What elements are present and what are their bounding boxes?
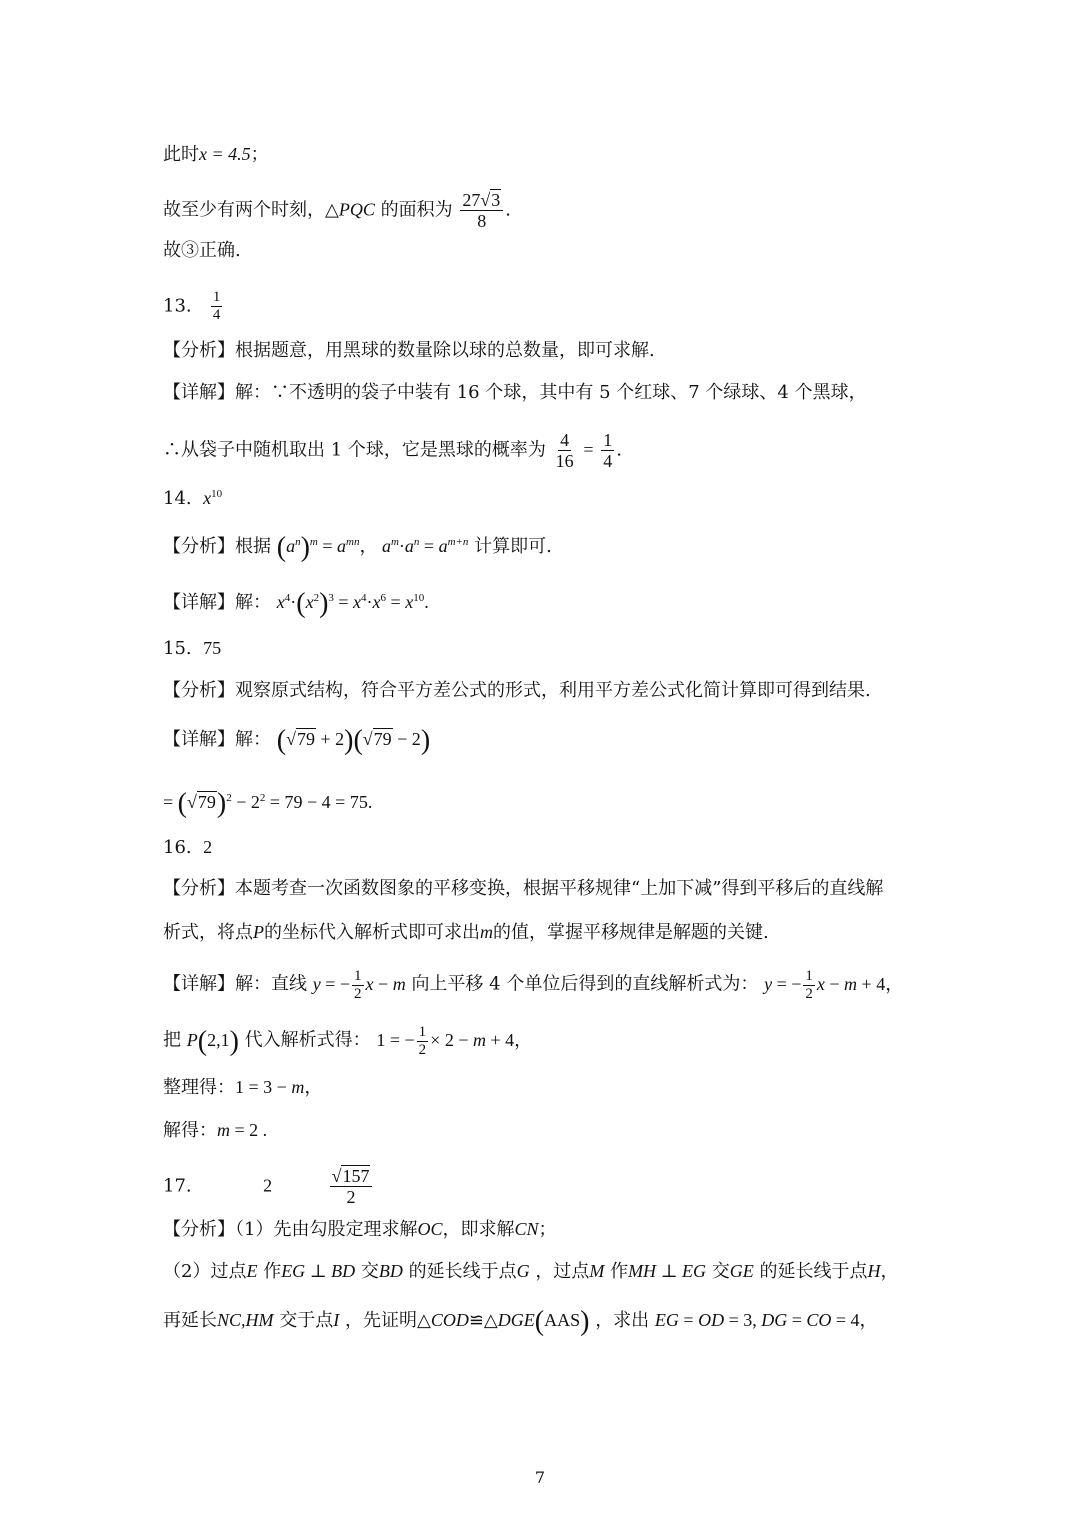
q15-analysis: 【分析】观察原式结构，符合平方差公式的形式，利用平方差公式化简计算即可得到结果.	[163, 680, 871, 701]
line-correct: 故③正确.	[163, 240, 241, 261]
q13-analysis: 【分析】根据题意，用黑球的数量除以球的总数量，即可求解.	[163, 340, 655, 361]
q16-solution-1: 【详解】解：直线 y = − $\frac{1}{2}$ x − m 向上平移 4 个单位后得到的直线解析式为： y = − $\frac{1}{2}$ x − m + 4，	[163, 968, 904, 1002]
q14-solution: 【详解】解： $x^4\cdot(x^2)^3 = x^4\cdot x^6 = x^{10}$.	[163, 587, 429, 619]
line-x-value: 此时x = 4.5；	[163, 144, 269, 165]
q13-solution: 【详解】解：∵不透明的袋子中装有 16 个球，其中有 5 个红球、7 个绿球、4 个黑球，	[163, 382, 867, 403]
q15-answer: 15. 75	[163, 638, 222, 659]
area-fraction: $\frac{27√3}{8}$	[460, 190, 503, 231]
q17-analysis-2: （2）过点E 作EG ⊥ BD 交BD 的延长线于点G ，过点M 作MH ⊥ EG 交GE 的延长线于点H，	[163, 1261, 899, 1282]
q16-solution-3: 整理得：1 = 3 − m，	[163, 1077, 323, 1098]
q16-analysis-2: 析式，将点P的坐标代入解析式即可求出m的值，掌握平移规律是解题的关键.	[163, 922, 769, 943]
q17-answer: 17. 2 $\frac{√157}{2}$	[163, 1166, 374, 1207]
line-area-conclusion: 故至少有两个时刻，△PQC 的面积为 $\frac{27√3}{8}$ .	[163, 190, 511, 231]
q14-analysis: 【分析】根据 $(a^n)^m = a^{mn}$， $a^m\cdot a^n = a^{m+n}$ 计算即可.	[163, 531, 552, 563]
q17-analysis: 【分析】（1）先由勾股定理求解OC，即求解CN；	[163, 1219, 557, 1240]
q14-answer: 14. $x^{10}$	[163, 488, 223, 509]
q13-solution-2: ∴从袋子中随机取出 1 个球，它是黑球的概率为 $\frac{4}{16}$ = $\frac{1}{4}$ .	[163, 430, 622, 471]
q16-solution-4: 解得：m = 2 .	[163, 1120, 268, 1141]
q17-analysis-3: 再延长NC,HM 交于点I ，先证明△COD≌△DGE(AAS) ，求出 EG = OD = 3, DG = CO = 4，	[163, 1305, 878, 1337]
q15-calc: = $(√79)^2 - 2^2 = 79 - 4 = 75$.	[163, 787, 373, 819]
q13-answer: 13. $\frac{1}{4}$	[163, 289, 221, 323]
q16-solution-2: 把 P(2,1) 代入解析式得： 1 = − $\frac{1}{2}$ × 2 − m + 4，	[163, 1024, 533, 1058]
q16-answer: 16. 2	[163, 837, 213, 858]
q16-analysis-1: 【分析】本题考查一次函数图象的平移变换，根据平移规律“上加下减”得到平移后的直线解	[163, 878, 884, 899]
page-number: 7	[534, 1468, 546, 1487]
q15-solution: 【详解】解： (√79 + 2)(√79 − 2)	[163, 724, 431, 756]
